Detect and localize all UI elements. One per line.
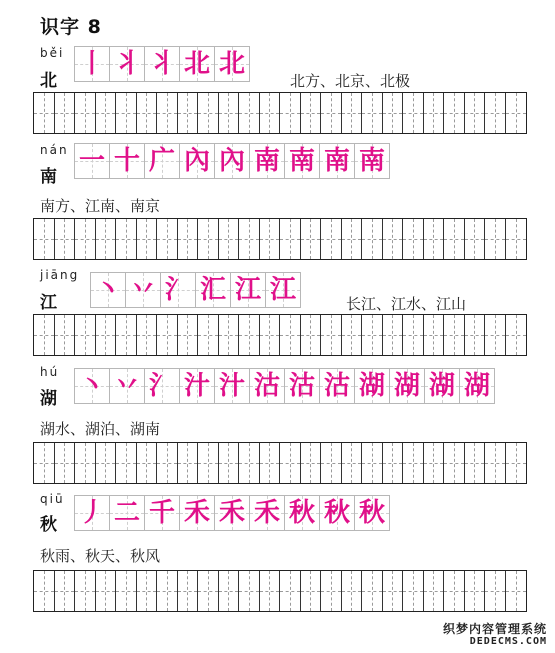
writing-cell[interactable] xyxy=(34,315,55,355)
writing-cell[interactable] xyxy=(485,93,506,133)
writing-cell[interactable] xyxy=(260,219,281,259)
writing-cell[interactable] xyxy=(96,571,117,611)
example-words: 北方、北京、北极 xyxy=(290,72,411,90)
stroke-cell xyxy=(424,368,460,404)
writing-cell[interactable] xyxy=(465,219,486,259)
writing-cell[interactable] xyxy=(137,443,158,483)
writing-cell[interactable] xyxy=(485,315,506,355)
stroke-cell xyxy=(74,46,110,82)
stroke-cell xyxy=(284,495,320,531)
writing-cell[interactable] xyxy=(157,315,178,355)
stroke-glyph: 氵 xyxy=(164,275,191,305)
writing-cell[interactable] xyxy=(424,443,445,483)
stroke-glyph: 氵 xyxy=(148,371,175,401)
writing-cell[interactable] xyxy=(198,443,219,483)
stroke-cell xyxy=(125,272,161,308)
example-words: 秋雨、秋天、秋风 xyxy=(40,547,161,565)
hanzi: 秋 xyxy=(40,515,57,535)
writing-cell[interactable] xyxy=(75,219,96,259)
stroke-cell xyxy=(109,46,145,82)
writing-cell[interactable] xyxy=(55,443,76,483)
stroke-cell xyxy=(179,495,215,531)
writing-cell[interactable] xyxy=(157,443,178,483)
stroke-glyph: 南 xyxy=(358,146,385,176)
stroke-cell xyxy=(214,143,250,179)
stroke-glyph: 丶 xyxy=(78,371,105,401)
writing-cell[interactable] xyxy=(178,571,199,611)
writing-cell[interactable] xyxy=(383,219,404,259)
writing-cell[interactable] xyxy=(362,219,383,259)
stroke-glyph: 丷 xyxy=(129,275,156,305)
stroke-glyph: 湖 xyxy=(393,371,420,401)
writing-cell[interactable] xyxy=(301,571,322,611)
stroke-glyph: 一 xyxy=(78,146,105,176)
writing-cell[interactable] xyxy=(342,315,363,355)
writing-grid[interactable] xyxy=(33,442,527,484)
writing-cell[interactable] xyxy=(342,443,363,483)
stroke-glyph: 丨 xyxy=(78,49,105,79)
writing-cell[interactable] xyxy=(506,219,527,259)
writing-cell[interactable] xyxy=(96,219,117,259)
writing-cell[interactable] xyxy=(280,315,301,355)
page-title: 识字 8 xyxy=(40,16,102,38)
stroke-cell xyxy=(214,368,250,404)
writing-cell[interactable] xyxy=(444,315,465,355)
writing-cell[interactable] xyxy=(424,219,445,259)
writing-cell[interactable] xyxy=(280,219,301,259)
stroke-cell xyxy=(265,272,301,308)
pinyin: jiāng xyxy=(40,268,80,282)
stroke-cell xyxy=(319,143,355,179)
stroke-cell xyxy=(459,368,495,404)
stroke-glyph: 汁 xyxy=(218,371,245,401)
writing-cell[interactable] xyxy=(137,315,158,355)
stroke-cell xyxy=(249,368,285,404)
stroke-cell xyxy=(284,143,320,179)
stroke-glyph: 湖 xyxy=(358,371,385,401)
stroke-glyph: 沽 xyxy=(253,371,280,401)
stroke-cell xyxy=(109,368,145,404)
writing-cell[interactable] xyxy=(239,571,260,611)
writing-cell[interactable] xyxy=(137,571,158,611)
writing-cell[interactable] xyxy=(321,219,342,259)
stroke-cell xyxy=(319,495,355,531)
stroke-glyph: 禾 xyxy=(253,498,280,528)
writing-cell[interactable] xyxy=(34,93,55,133)
writing-cell[interactable] xyxy=(444,443,465,483)
stroke-cell xyxy=(389,368,425,404)
stroke-glyph: 禾 xyxy=(183,498,210,528)
writing-cell[interactable] xyxy=(403,571,424,611)
writing-cell[interactable] xyxy=(219,219,240,259)
stroke-cell xyxy=(319,368,355,404)
stroke-order-strip xyxy=(74,46,249,82)
writing-cell[interactable] xyxy=(75,571,96,611)
stroke-glyph: 千 xyxy=(148,498,175,528)
stroke-cell xyxy=(144,368,180,404)
stroke-cell xyxy=(354,143,390,179)
writing-cell[interactable] xyxy=(383,93,404,133)
writing-cell[interactable] xyxy=(260,93,281,133)
writing-cell[interactable] xyxy=(55,219,76,259)
writing-cell[interactable] xyxy=(465,315,486,355)
stroke-glyph: 二 xyxy=(113,498,140,528)
stroke-cell xyxy=(179,143,215,179)
writing-cell[interactable] xyxy=(219,571,240,611)
stroke-glyph: 江 xyxy=(234,275,261,305)
stroke-glyph: 秋 xyxy=(288,498,315,528)
writing-cell[interactable] xyxy=(157,571,178,611)
stroke-glyph: 南 xyxy=(253,146,280,176)
writing-cell[interactable] xyxy=(424,93,445,133)
writing-cell[interactable] xyxy=(403,443,424,483)
writing-cell[interactable] xyxy=(260,571,281,611)
writing-grid[interactable] xyxy=(33,218,527,260)
writing-cell[interactable] xyxy=(403,315,424,355)
watermark-line2: DEDECMS.COM xyxy=(469,636,547,647)
stroke-glyph: 广 xyxy=(148,146,175,176)
stroke-cell xyxy=(354,368,390,404)
stroke-cell xyxy=(284,368,320,404)
writing-cell[interactable] xyxy=(239,93,260,133)
stroke-glyph: 丿 xyxy=(78,498,105,528)
writing-cell[interactable] xyxy=(465,93,486,133)
writing-cell[interactable] xyxy=(506,93,527,133)
writing-cell[interactable] xyxy=(506,443,527,483)
stroke-cell xyxy=(195,272,231,308)
writing-cell[interactable] xyxy=(342,219,363,259)
writing-cell[interactable] xyxy=(342,93,363,133)
writing-cell[interactable] xyxy=(198,219,219,259)
writing-cell[interactable] xyxy=(178,315,199,355)
stroke-cell xyxy=(74,495,110,531)
stroke-glyph: 北 xyxy=(218,49,245,79)
writing-cell[interactable] xyxy=(75,443,96,483)
writing-grid[interactable] xyxy=(33,92,527,134)
stroke-cell xyxy=(74,143,110,179)
writing-cell[interactable] xyxy=(301,443,322,483)
writing-cell[interactable] xyxy=(485,219,506,259)
stroke-cell xyxy=(179,46,215,82)
writing-cell[interactable] xyxy=(116,571,137,611)
hanzi: 北 xyxy=(40,71,57,91)
writing-cell[interactable] xyxy=(403,93,424,133)
writing-cell[interactable] xyxy=(383,315,404,355)
watermark-line1: 织梦内容管理系统 xyxy=(442,622,547,636)
writing-cell[interactable] xyxy=(157,93,178,133)
writing-cell[interactable] xyxy=(55,315,76,355)
writing-cell[interactable] xyxy=(280,571,301,611)
stroke-glyph: 北 xyxy=(183,49,210,79)
writing-cell[interactable] xyxy=(444,571,465,611)
stroke-order-strip xyxy=(90,272,300,308)
writing-cell[interactable] xyxy=(137,93,158,133)
stroke-glyph: 沽 xyxy=(288,371,315,401)
stroke-cell xyxy=(160,272,196,308)
writing-cell[interactable] xyxy=(301,93,322,133)
writing-cell[interactable] xyxy=(178,443,199,483)
stroke-glyph: 湖 xyxy=(463,371,490,401)
stroke-glyph: 丶 xyxy=(94,275,121,305)
stroke-glyph: 汇 xyxy=(199,275,226,305)
hanzi: 江 xyxy=(40,293,57,313)
stroke-cell xyxy=(144,46,180,82)
stroke-order-strip xyxy=(74,143,389,179)
stroke-order-strip xyxy=(74,495,389,531)
writing-cell[interactable] xyxy=(34,443,55,483)
example-words: 南方、江南、南京 xyxy=(40,197,161,215)
writing-cell[interactable] xyxy=(55,93,76,133)
writing-cell[interactable] xyxy=(260,315,281,355)
writing-cell[interactable] xyxy=(424,315,445,355)
writing-cell[interactable] xyxy=(465,571,486,611)
stroke-cell xyxy=(144,495,180,531)
stroke-glyph: 十 xyxy=(113,146,140,176)
stroke-glyph: 丷 xyxy=(113,371,140,401)
writing-cell[interactable] xyxy=(219,443,240,483)
example-words: 湖水、湖泊、湖南 xyxy=(40,420,161,438)
writing-cell[interactable] xyxy=(198,93,219,133)
writing-grid[interactable] xyxy=(33,314,527,356)
stroke-cell xyxy=(214,46,250,82)
writing-grid[interactable] xyxy=(33,570,527,612)
stroke-cell xyxy=(354,495,390,531)
stroke-cell xyxy=(249,495,285,531)
pinyin: hú xyxy=(40,365,60,379)
writing-cell[interactable] xyxy=(116,219,137,259)
writing-cell[interactable] xyxy=(301,315,322,355)
stroke-cell xyxy=(249,143,285,179)
writing-cell[interactable] xyxy=(219,315,240,355)
stroke-glyph: 丬 xyxy=(148,49,175,79)
example-words: 长江、江水、江山 xyxy=(346,295,467,313)
writing-cell[interactable] xyxy=(362,315,383,355)
writing-cell[interactable] xyxy=(506,571,527,611)
stroke-glyph: 汁 xyxy=(183,371,210,401)
stroke-glyph: 沽 xyxy=(323,371,350,401)
writing-cell[interactable] xyxy=(342,571,363,611)
writing-cell[interactable] xyxy=(55,571,76,611)
writing-cell[interactable] xyxy=(444,93,465,133)
writing-cell[interactable] xyxy=(362,93,383,133)
stroke-cell xyxy=(230,272,266,308)
hanzi: 南 xyxy=(40,167,57,187)
stroke-cell xyxy=(214,495,250,531)
writing-cell[interactable] xyxy=(321,571,342,611)
writing-cell[interactable] xyxy=(301,219,322,259)
writing-cell[interactable] xyxy=(465,443,486,483)
writing-cell[interactable] xyxy=(75,315,96,355)
stroke-cell xyxy=(109,143,145,179)
writing-cell[interactable] xyxy=(362,443,383,483)
writing-cell[interactable] xyxy=(424,571,445,611)
writing-cell[interactable] xyxy=(198,571,219,611)
writing-cell[interactable] xyxy=(157,219,178,259)
writing-cell[interactable] xyxy=(178,93,199,133)
stroke-cell xyxy=(90,272,126,308)
stroke-glyph: 內 xyxy=(183,146,210,176)
stroke-cell xyxy=(144,143,180,179)
writing-cell[interactable] xyxy=(34,219,55,259)
writing-cell[interactable] xyxy=(485,443,506,483)
writing-cell[interactable] xyxy=(116,93,137,133)
writing-cell[interactable] xyxy=(96,93,117,133)
stroke-glyph: 南 xyxy=(323,146,350,176)
writing-cell[interactable] xyxy=(178,219,199,259)
writing-cell[interactable] xyxy=(321,443,342,483)
writing-cell[interactable] xyxy=(239,219,260,259)
pinyin: qiū xyxy=(40,492,65,506)
stroke-glyph: 丬 xyxy=(113,49,140,79)
stroke-order-strip xyxy=(74,368,494,404)
writing-cell[interactable] xyxy=(321,315,342,355)
writing-cell[interactable] xyxy=(96,315,117,355)
writing-cell[interactable] xyxy=(198,315,219,355)
stroke-cell xyxy=(74,368,110,404)
writing-cell[interactable] xyxy=(383,571,404,611)
writing-cell[interactable] xyxy=(239,315,260,355)
writing-cell[interactable] xyxy=(260,443,281,483)
writing-cell[interactable] xyxy=(383,443,404,483)
stroke-cell xyxy=(109,495,145,531)
stroke-glyph: 南 xyxy=(288,146,315,176)
pinyin: běi xyxy=(40,46,65,60)
writing-cell[interactable] xyxy=(137,219,158,259)
writing-cell[interactable] xyxy=(280,93,301,133)
stroke-glyph: 江 xyxy=(269,275,296,305)
writing-cell[interactable] xyxy=(362,571,383,611)
writing-cell[interactable] xyxy=(75,93,96,133)
writing-cell[interactable] xyxy=(485,571,506,611)
writing-cell[interactable] xyxy=(321,93,342,133)
writing-cell[interactable] xyxy=(96,443,117,483)
pinyin: nán xyxy=(40,143,69,157)
hanzi: 湖 xyxy=(40,389,57,409)
writing-cell[interactable] xyxy=(506,315,527,355)
writing-cell[interactable] xyxy=(444,219,465,259)
stroke-glyph: 湖 xyxy=(428,371,455,401)
writing-cell[interactable] xyxy=(219,93,240,133)
writing-cell[interactable] xyxy=(403,219,424,259)
writing-cell[interactable] xyxy=(239,443,260,483)
stroke-glyph: 秋 xyxy=(323,498,350,528)
writing-cell[interactable] xyxy=(116,443,137,483)
writing-cell[interactable] xyxy=(280,443,301,483)
writing-cell[interactable] xyxy=(34,571,55,611)
writing-cell[interactable] xyxy=(116,315,137,355)
stroke-glyph: 禾 xyxy=(218,498,245,528)
stroke-glyph: 內 xyxy=(218,146,245,176)
stroke-glyph: 秋 xyxy=(358,498,385,528)
stroke-cell xyxy=(179,368,215,404)
